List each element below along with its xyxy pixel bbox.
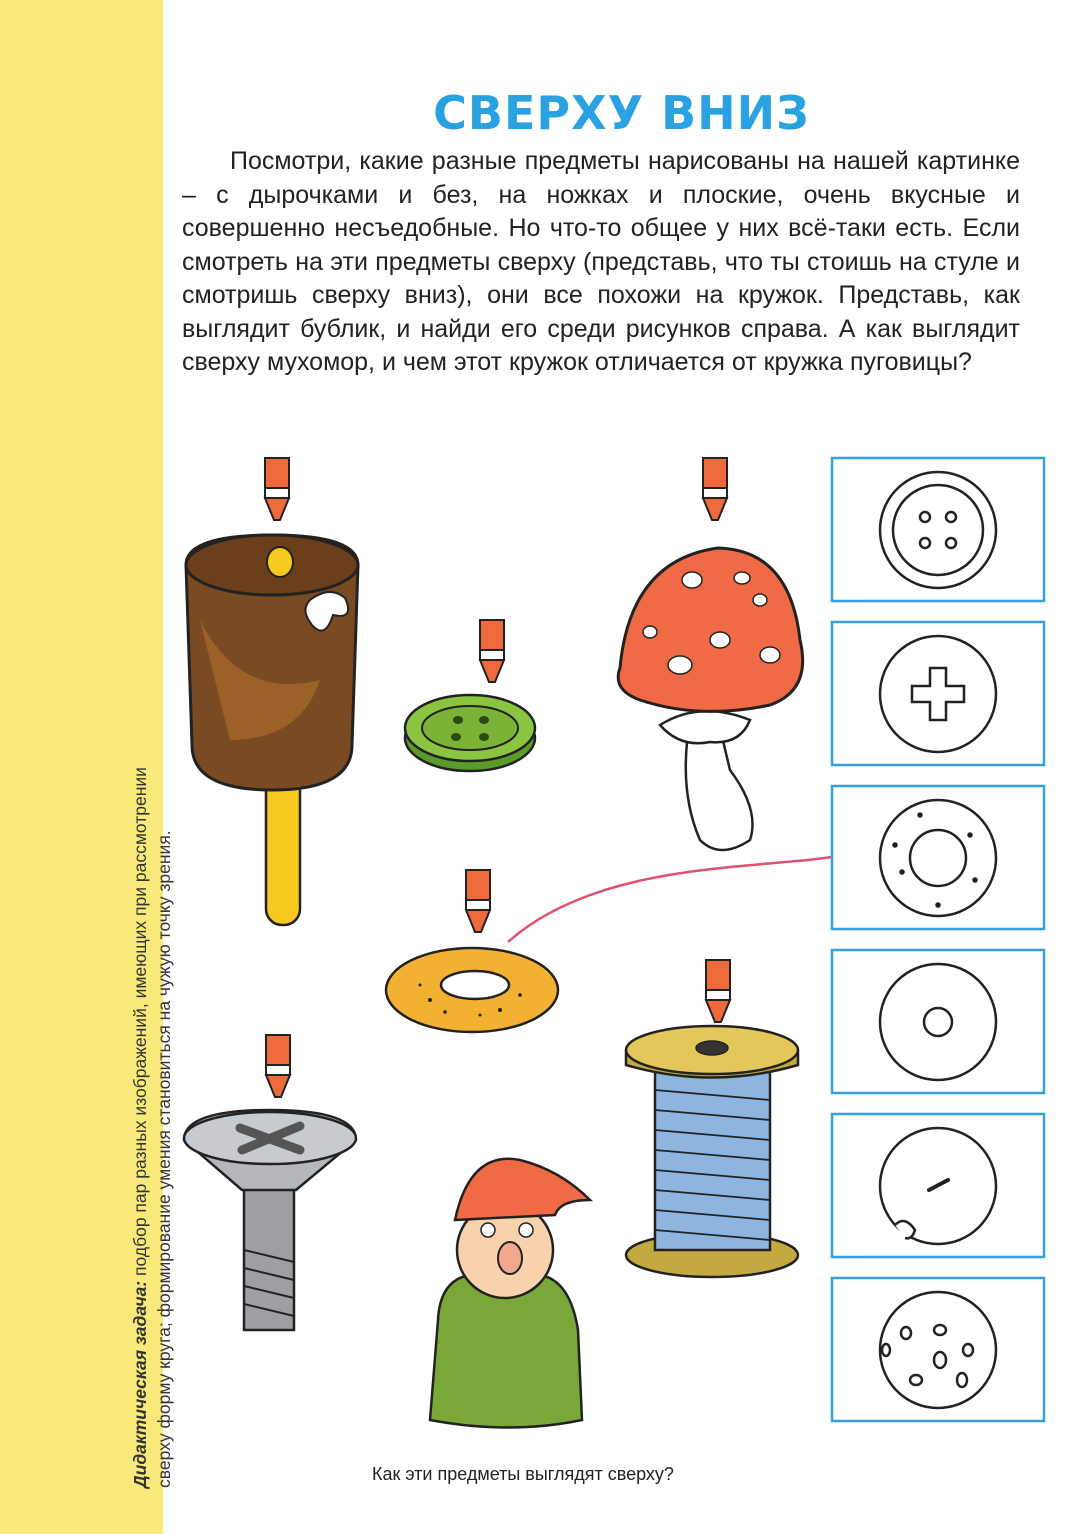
pencil-marker	[480, 620, 504, 682]
screw-picture	[184, 1110, 356, 1330]
fly-agaric-picture	[618, 548, 802, 850]
top-view-spool	[880, 964, 996, 1080]
pencil-marker	[266, 1035, 290, 1097]
top-view-popsicle	[880, 1128, 996, 1244]
popsicle-picture	[186, 535, 358, 925]
intro-text: Посмотри, какие разные предметы нарисованы на нашей картинке – с дырочками и без, на ножках и плоские, очень вкусные и совершенно несъедобные. Но что-то общее у них всё-таки есть. Если смотреть на эти предметы сверху (представь, что ты стоишь на стуле и смотришь сверху вниз), они все похожи на кружок. Представь, как выглядит бублик, и найди его среди рисунков справа. А как выглядит сверху мухомор, и чем этот кружок отличается от кружка пуговицы?	[182, 147, 1020, 376]
top-view-fly-agaric	[880, 1292, 996, 1408]
top-view-bagel	[880, 800, 996, 916]
top-view-button	[880, 472, 996, 588]
pencil-marker	[706, 960, 730, 1022]
bagel-picture	[386, 948, 558, 1032]
spool-picture	[626, 1026, 798, 1277]
didactic-label: Дидактическая задача:	[130, 1280, 150, 1488]
top-view-column	[832, 458, 1044, 1421]
gnome-picture	[430, 1159, 590, 1428]
pencil-marker	[265, 458, 289, 520]
pencil-marker	[703, 458, 727, 520]
pencil-marker	[466, 870, 490, 932]
page-title: СВЕРХУ ВНИЗ	[433, 86, 810, 140]
match-line	[508, 855, 845, 942]
button-picture	[405, 695, 535, 771]
caption: Как эти предметы выглядят сверху?	[372, 1464, 674, 1484]
top-view-screw	[880, 636, 996, 752]
didactic-text: подбор пар разных изображений, имеющих при рассмотрении сверху форму круга; формирование умения становиться на чужую точку зрения.	[130, 767, 174, 1488]
